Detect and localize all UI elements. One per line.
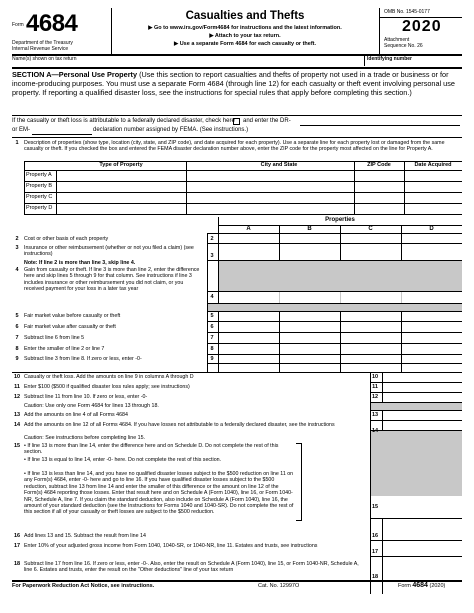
line-15-bullet-3: • If line 13 is less than line 14, and you have no qualified disaster losses subject to the $500 reduction on line 11 on any Form(s) 4684, enter -0- here and go to line 16. If you have qualified disaster losses subject to the $500 reduction, subtract line 13 from line 14 and enter the smaller of this difference or the amount on line 12 of the Form(s) 4684 reporting those losses. Enter that result here and on Schedule A (Form 1040), line 16, or Form 1040-NR, Schedule A, line 7. If you claim the standard deduction, also include on Schedule A (Form 1040), line 16, the amount of your standard deduction (see the Instructions for Forms 1040 and 1040-SR). Do not complete the rest of this section if all of your casualty or theft losses are subject to the $500 reduction.	[24, 471, 294, 516]
line-15-bullet-1: • If line 13 is more than line 14, enter the difference here and on Schedule D. Do not complete the rest of this section.	[24, 443, 279, 456]
attachment-label: Attachment	[384, 37, 410, 43]
caution-13-18: Caution: Use only one Form 4684 for lines 13 through 18.	[24, 403, 159, 409]
line-16-input[interactable]	[383, 530, 462, 540]
line-3-text: Insurance or other reimbursement (whether or not you filed a claim) (see instructions)	[24, 245, 194, 258]
line-4-number: 4	[15, 267, 19, 273]
line-13-text: Add the amounts on line 4 of all Forms 4684	[24, 412, 128, 418]
line-5-inputs[interactable]	[219, 312, 462, 321]
em-number-input[interactable]	[32, 127, 92, 135]
properties-label: Properties	[325, 217, 355, 223]
line-17-input[interactable]	[383, 541, 462, 556]
line-11-box-number: 11	[372, 384, 378, 390]
line-16-box-number: 16	[371, 533, 379, 539]
line-7-box-number: 7	[210, 335, 214, 341]
col-date-acquired: Date Acquired	[414, 162, 452, 168]
line-9-inputs[interactable]	[219, 355, 462, 363]
line-1-text: Description of properties (show type, location (city, state, and ZIP code), and date acquired for each property). Use a separate line for each property lost or damaged from the same casualty or theft. If you checked the box and entered the FEMA disaster declaration number above, enter the ZIP code for the property most affected on the line for Property A.	[24, 140, 445, 153]
line-18-text: Subtract line 17 from line 16. If zero or less, enter -0-. Also, enter the result on Schedule A (Form 1040), line 15, or Form 1040-NR, Schedule A, line 6. Estates and trusts, enter the result on the "Other deductions" line of your tax return	[24, 561, 359, 574]
line-8-inputs[interactable]	[219, 344, 462, 354]
line-17-box-number: 17	[371, 549, 379, 555]
line-15-input[interactable]	[383, 497, 462, 518]
line-10-text: Casualty or theft loss. Add the amounts on line 9 in columns A through D	[24, 374, 194, 380]
line-15-bullet-2: • If line 13 is equal to line 14, enter -0- here. Do not complete the rest of this section.	[24, 457, 222, 463]
names-input[interactable]	[80, 56, 360, 66]
line-17-number: 17	[13, 543, 21, 549]
line-9-text: Subtract line 3 from line 8. If zero or less, enter -0-	[24, 356, 142, 362]
line-18-box-number: 18	[371, 574, 379, 580]
line-2-number: 2	[15, 236, 19, 242]
col-d-header: D	[429, 226, 434, 232]
line-16-number: 16	[13, 533, 21, 539]
line-5-number: 5	[15, 313, 19, 319]
line-6-text: Fair market value after casualty or theft	[24, 324, 116, 330]
line-3-inputs[interactable]	[219, 244, 462, 260]
line-16-text: Add lines 13 and 15. Subtract the result from line 14	[24, 533, 146, 539]
omb-number: OMB No. 1545-0177	[384, 9, 430, 15]
line-3-box-number: 3	[210, 253, 214, 259]
dr-number-input[interactable]	[300, 118, 460, 126]
line-5-text: Fair market value before casualty or theft	[24, 313, 121, 319]
line-13-number: 13	[13, 412, 21, 418]
col-type-of-property: Type of Property	[99, 162, 143, 168]
col-b-header: B	[307, 226, 312, 232]
property-a-type-input[interactable]	[57, 171, 185, 181]
line-15-brace	[296, 443, 302, 521]
form-title: Casualties and Thefts	[185, 10, 305, 22]
line-8-number: 8	[15, 346, 19, 352]
sequence-number: Sequence No. 26	[384, 43, 423, 49]
line-4-inputs[interactable]	[219, 292, 462, 303]
line-14-text: Add the amounts on line 12 of all Forms 4684. If you have losses not attributable to a federally declared disaster, see the instructions	[24, 422, 335, 428]
catalog-number: Cat. No. 12997O	[258, 583, 300, 589]
identifying-number-input[interactable]	[420, 56, 462, 66]
section-a-heading: SECTION A—Personal Use Property	[12, 70, 138, 79]
form-footer: Form 4684 (2020)	[398, 582, 446, 589]
line-7-text: Subtract line 6 from line 5	[24, 335, 85, 341]
properties-grid	[12, 217, 462, 372]
line-11-text: Enter $100 ($500 if qualified disaster loss rules apply; see instructions)	[24, 384, 190, 390]
col-c-header: C	[368, 226, 373, 232]
caution-15: Caution: See instructions before completing line 15.	[24, 435, 146, 441]
line-14-number: 14	[13, 422, 21, 428]
col-zip-code: ZIP Code	[367, 162, 391, 168]
department-label: Department of the Treasury	[12, 40, 73, 46]
line-10-input[interactable]	[383, 372, 462, 382]
instruction-attach: ▶ Attach to your tax return.	[209, 33, 281, 39]
line-6-box-number: 6	[210, 324, 214, 330]
line-10-box-number: 10	[371, 374, 379, 380]
line-13-input[interactable]	[383, 411, 462, 420]
irs-label: Internal Revenue Service	[12, 46, 69, 52]
fema-text: declaration number assigned by FEMA. (See instructions.)	[93, 127, 249, 133]
section-a-intro: SECTION A—Personal Use Property (Use this section to report casualties and thefts of property not used in a trade or business or for income-producing purposes. You must use a separate Form 4684 (through line 12) for each casualty or theft event involving personal use property. If reporting a qualified disaster loss, see the instructions for special rules that apply before completing this section.)	[12, 70, 455, 97]
line-7-number: 7	[15, 335, 19, 341]
line-2-box-number: 2	[210, 236, 214, 242]
disaster-checkbox[interactable]	[233, 118, 240, 125]
property-c-type-input[interactable]	[57, 193, 185, 203]
line-13-box-number: 13	[371, 412, 379, 418]
line-5-box-number: 5	[210, 313, 214, 319]
identifying-number-label: Identifying number	[367, 56, 412, 62]
line-12-number: 12	[13, 394, 21, 400]
line-2-text: Cost or other basis of each property	[24, 236, 109, 242]
names-label: Name(s) shown on tax return	[12, 56, 77, 62]
form-number: 4684	[26, 10, 78, 37]
line-4-box-number: 4	[210, 294, 214, 300]
line-11-input[interactable]	[383, 383, 462, 392]
instruction-separate: ▶ Use a separate Form 4684 for each casualty or theft.	[173, 41, 317, 47]
line-2-inputs[interactable]	[219, 234, 462, 243]
em-label: or EM-	[12, 127, 30, 133]
line-12-box-number: 12	[371, 394, 379, 400]
line-17-text: Enter 10% of your adjusted gross income from Form 1040, 1040-SR, or 1040-NR, line 11. Estates and trusts, see instructions	[24, 543, 318, 549]
line-8-text: Enter the smaller of line 2 or line 7	[24, 346, 105, 352]
property-a-label: Property A	[26, 172, 52, 178]
line-15-number: 15	[13, 443, 21, 449]
property-d-type-input[interactable]	[57, 204, 185, 214]
paperwork-notice: For Paperwork Reduction Act Notice, see instructions.	[12, 583, 155, 589]
line-6-number: 6	[15, 324, 19, 330]
line-7-inputs[interactable]	[219, 333, 462, 343]
line-12-input[interactable]	[383, 393, 462, 402]
line-10-number: 10	[13, 374, 21, 380]
line-3-number: 3	[15, 245, 19, 251]
totals-section	[12, 372, 462, 594]
line-1-number: 1	[15, 140, 19, 146]
col-a-header: A	[246, 226, 251, 232]
property-table	[24, 161, 462, 215]
tax-year: 2020	[402, 18, 442, 35]
line-15-box-number: 15	[371, 504, 379, 510]
form-label: Form	[12, 22, 24, 28]
line-3-note: Note: If line 2 is more than line 3, skip line 4.	[24, 260, 136, 266]
line-14-input[interactable]	[383, 421, 462, 430]
property-d-label: Property D	[26, 205, 53, 211]
line-18-input[interactable]	[383, 557, 462, 580]
line-8-box-number: 8	[210, 346, 214, 352]
line-6-inputs[interactable]	[219, 322, 462, 332]
line-4-text: Gain from casualty or theft. If line 3 is more than line 2, enter the difference here and skip lines 5 through 9 for that column. See instructions if line 3 includes insurance or other reimbursement you did not claim, or you received payment for your loss in a later tax year	[24, 267, 200, 293]
line-11-number: 11	[14, 384, 20, 390]
disaster-line: If the casualty or theft loss is attributable to a federally declared disaster, check here and enter the DR-	[12, 118, 291, 124]
col-city-and-state: City and State	[260, 162, 298, 168]
instruction-website: ▶ Go to www.irs.gov/Form4684 for instructions and the latest information.	[148, 25, 342, 31]
line-9-number: 9	[15, 356, 19, 362]
property-b-type-input[interactable]	[57, 182, 185, 192]
line-14-box-number: 14	[371, 428, 379, 434]
line-12-text: Subtract line 11 from line 10. If zero or less, enter -0-	[24, 394, 148, 400]
line-9-box-number: 9	[210, 356, 214, 362]
property-b-label: Property B	[26, 183, 52, 189]
line-18-number: 18	[13, 561, 21, 567]
property-c-label: Property C	[26, 194, 53, 200]
